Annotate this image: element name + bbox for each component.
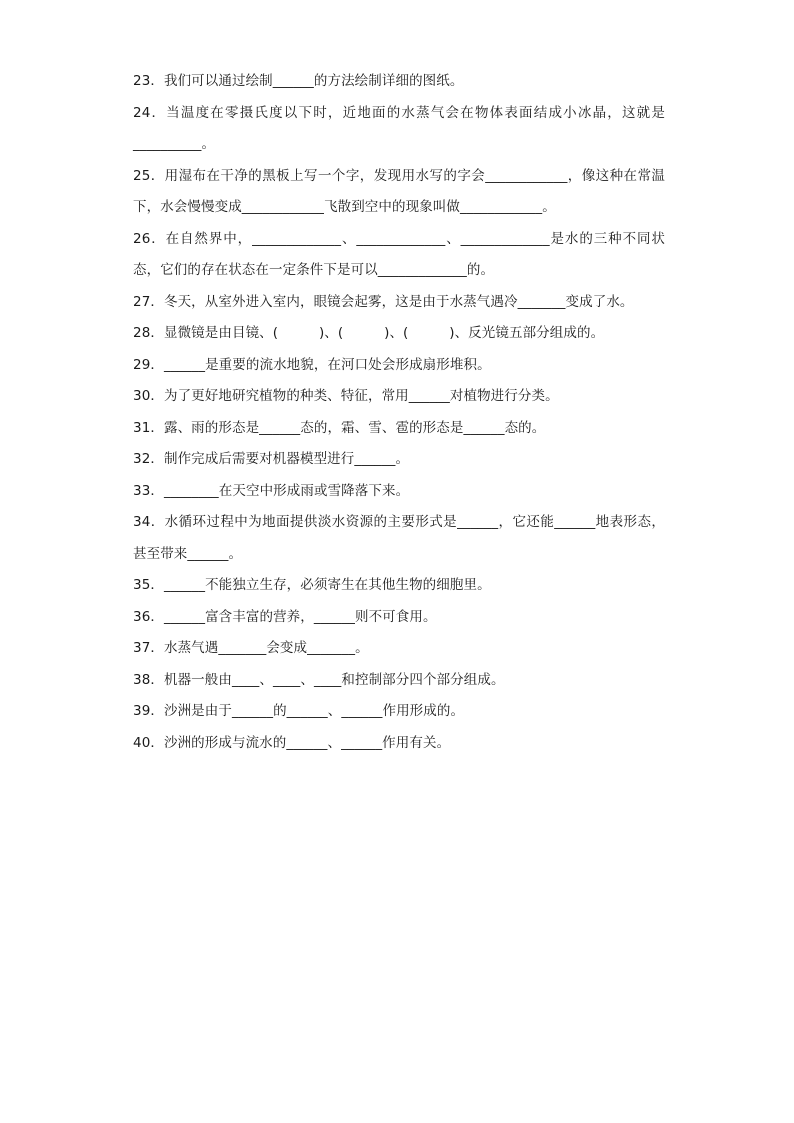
question-27: 27．冬天，从室外进入室内，眼镜会起雾，这是由于水蒸气遇冷_______变成了水。 bbox=[133, 293, 634, 310]
question-37: 37．水蒸气遇_______会变成_______。 bbox=[133, 640, 369, 656]
question-38: 38．机器一般由____、____、____和控制部分四个部分组成。 bbox=[133, 671, 505, 688]
question-list bbox=[133, 66, 665, 759]
question-30: 30．为了更好地研究植物的种类、特征，常用______对植物进行分类。 bbox=[133, 388, 559, 404]
question-23: 23．我们可以通过绘制______的方法绘制详细的图纸。 bbox=[133, 73, 464, 89]
question-35: 35．______不能独立生存，必须寄生在其他生物的细胞里。 bbox=[133, 577, 491, 593]
question-25: 25．用湿布在干净的黑板上写一个字，发现用水写的字会____________，像这种在常温下，水会慢慢变成____________飞散到空中的现象叫做____________。 bbox=[133, 167, 665, 215]
question-31: 31．露、雨的形态是______态的，霜、雪、雹的形态是______态的。 bbox=[133, 419, 546, 436]
question-28: 28．显微镜是由目镜、( )、( )、( )、反光镜五部分组成的。 bbox=[133, 325, 605, 341]
question-26: 26．在自然界中，_____________、_____________、_____________是水的三种不同状态，它们的存在状态在一定条件下是可以_____________的。 bbox=[133, 230, 665, 278]
question-34: 34．水循环过程中为地面提供淡水资源的主要形式是______，它还能______地表形态，甚至带来______。 bbox=[133, 514, 665, 562]
question-24: 24．当温度在零摄氏度以下时，近地面的水蒸气会在物体表面结成小冰晶，这就是__________。 bbox=[133, 104, 665, 152]
question-39: 39．沙洲是由于______的______、______作用形成的。 bbox=[133, 703, 465, 719]
question-36: 36．______富含丰富的营养，______则不可食用。 bbox=[133, 608, 437, 625]
question-29: 29．______是重要的流水地貌，在河口处会形成扇形堆积。 bbox=[133, 356, 491, 373]
question-32: 32．制作完成后需要对机器模型进行______。 bbox=[133, 451, 410, 467]
question-33: 33．________在天空中形成雨或雪降落下来。 bbox=[133, 482, 410, 499]
question-40: 40．沙洲的形成与流水的______、______作用有关。 bbox=[133, 734, 451, 751]
